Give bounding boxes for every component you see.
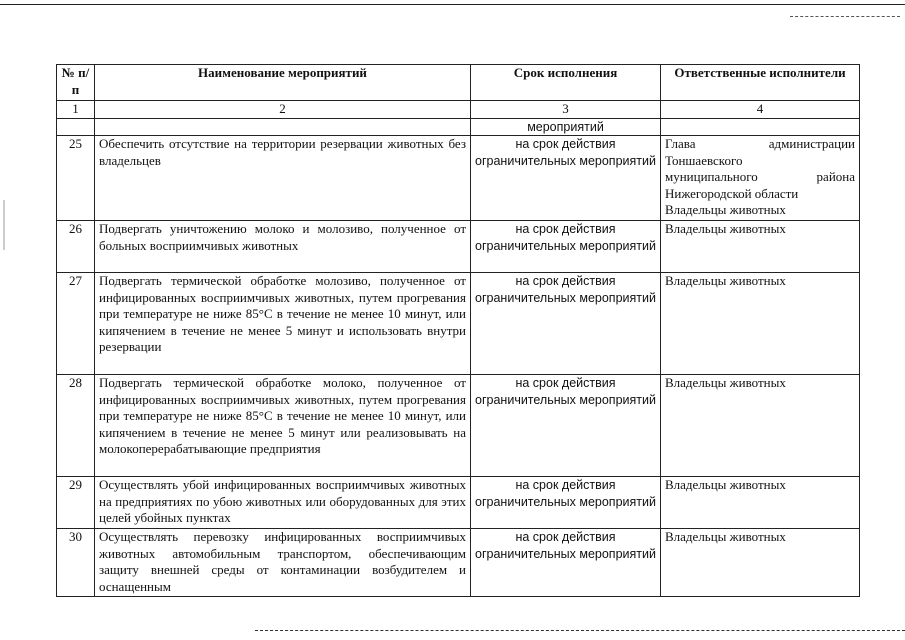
row-name: Осуществлять убой инфицированных восприимчивых животных на предприятиях по убою животных или оборудованных для этих целей убойных пунктах — [95, 477, 471, 529]
bottom-dash-line — [255, 630, 905, 631]
row-term: на срок действия ограничительных мероприятий — [471, 529, 661, 597]
resp-line: Владельцы животных — [665, 221, 786, 236]
continuation-term: мероприятий — [471, 118, 661, 136]
row-num: 27 — [57, 273, 95, 375]
header-resp: Ответственные исполнители — [661, 65, 860, 101]
row-name: Осуществлять перевозку инфицированных восприимчивых животных автомобильным транспортом, обеспечивающим защиту внешней среды от контаминации возбудителем и оснащенным — [95, 529, 471, 597]
colnum-4: 4 — [661, 101, 860, 119]
row-term: на срок действия ограничительных мероприятий — [471, 136, 661, 221]
row-name: Подвергать термической обработке молоко, полученное от инфицированных восприимчивых животных, путем прогревания при температуре не ниже 85°С в течение не менее 10 минут, или кипячением в течение не менее 5 минут или реализовывать на молокоперерабатывающие предприятия — [95, 375, 471, 477]
measures-table — [56, 64, 860, 597]
row-resp — [661, 136, 860, 221]
row-name: Подвергать уничтожению молоко и молозиво, полученное от больных восприимчивых животных — [95, 221, 471, 273]
row-num: 30 — [57, 529, 95, 597]
resp-line: Владельцы животных — [665, 375, 786, 390]
row-resp — [661, 375, 860, 477]
continuation-row — [57, 118, 860, 136]
table-row — [57, 529, 860, 597]
table-header-row — [57, 65, 860, 101]
resp-line: Тоншаевского — [665, 152, 743, 168]
colnum-2: 2 — [95, 101, 471, 119]
colnum-3: 3 — [471, 101, 661, 119]
table-row — [57, 273, 860, 375]
resp-line: Владельцы животных — [665, 273, 786, 288]
resp-line: Владельцы животных — [665, 529, 786, 544]
row-term: на срок действия ограничительных мероприятий — [471, 273, 661, 375]
row-term: на срок действия ограничительных мероприятий — [471, 221, 661, 273]
scan-mark — [3, 200, 5, 250]
row-resp — [661, 273, 860, 375]
row-num: 28 — [57, 375, 95, 477]
row-resp — [661, 529, 860, 597]
colnum-1: 1 — [57, 101, 95, 119]
row-num: 29 — [57, 477, 95, 529]
resp-line: Владельцы животных — [665, 477, 786, 492]
row-name: Обеспечить отсутствие на территории резервации животных без владельцев — [95, 136, 471, 221]
row-term: на срок действия ограничительных мероприятий — [471, 477, 661, 529]
row-resp — [661, 477, 860, 529]
header-name: Наименование мероприятий — [95, 65, 471, 101]
column-number-row — [57, 101, 860, 119]
table-row — [57, 375, 860, 477]
header-term: Срок исполнения — [471, 65, 661, 101]
table-row — [57, 221, 860, 273]
row-num: 26 — [57, 221, 95, 273]
top-border-line — [0, 4, 905, 5]
row-num: 25 — [57, 136, 95, 221]
row-name: Подвергать термической обработке молозиво, полученное от инфицированных восприимчивых животных, путем прогревания при температуре не ниже 85°С в течение не менее 10 минут, или кипячением в течение не менее 5 минут и использовать внутри резервации — [95, 273, 471, 375]
table-row — [57, 136, 860, 221]
row-term: на срок действия ограничительных мероприятий — [471, 375, 661, 477]
top-dash-line — [790, 16, 900, 17]
table-row — [57, 477, 860, 529]
resp-line: муниципального района — [665, 169, 855, 184]
resp-line: Владельцы животных — [665, 202, 786, 217]
header-num: № п/п — [57, 65, 95, 101]
row-resp — [661, 221, 860, 273]
resp-line: Нижегородской области — [665, 185, 799, 201]
resp-line: Глава администрации — [665, 136, 855, 151]
